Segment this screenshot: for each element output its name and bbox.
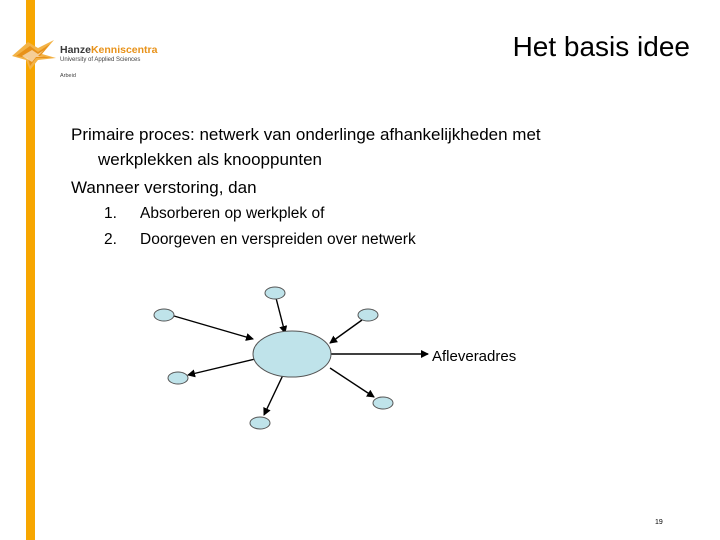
edge-arrow (330, 320, 362, 343)
satellite-node (265, 287, 285, 299)
item-number: 1. (104, 205, 117, 222)
satellite-node (250, 417, 270, 429)
satellite-node (168, 372, 188, 384)
item-text: Doorgeven en verspreiden over netwerk (140, 231, 416, 248)
slide-title: Het basis idee (512, 31, 690, 62)
bullet-line-1: Primaire proces: netwerk van onderlinge afhankelijkheden met (71, 125, 541, 144)
central-node (253, 331, 331, 377)
edge-arrow (330, 368, 374, 397)
satellite-node (154, 309, 174, 321)
bullet-line-3: Wanneer verstoring, dan (71, 178, 257, 197)
logo-name-part1: Hanze (60, 44, 91, 56)
edge-arrow (276, 298, 285, 333)
satellite-node (358, 309, 378, 321)
diagram-label-afleveradres: Afleveradres (432, 348, 517, 365)
page-number: 19 (655, 519, 663, 526)
logo-subtitle: University of Applied Sciences (60, 57, 141, 63)
bullet-line-2: werkplekken als knooppunten (98, 150, 322, 169)
satellite-node (373, 397, 393, 409)
logo-name-part2: Kenniscentra (90, 44, 158, 56)
edge-arrow (188, 359, 255, 375)
item-text: Absorberen op werkplek of (140, 205, 325, 222)
logo-department: Arbeid (60, 73, 76, 79)
item-number: 2. (104, 231, 117, 248)
edge-arrow (174, 316, 253, 339)
edge-arrow (264, 375, 283, 415)
